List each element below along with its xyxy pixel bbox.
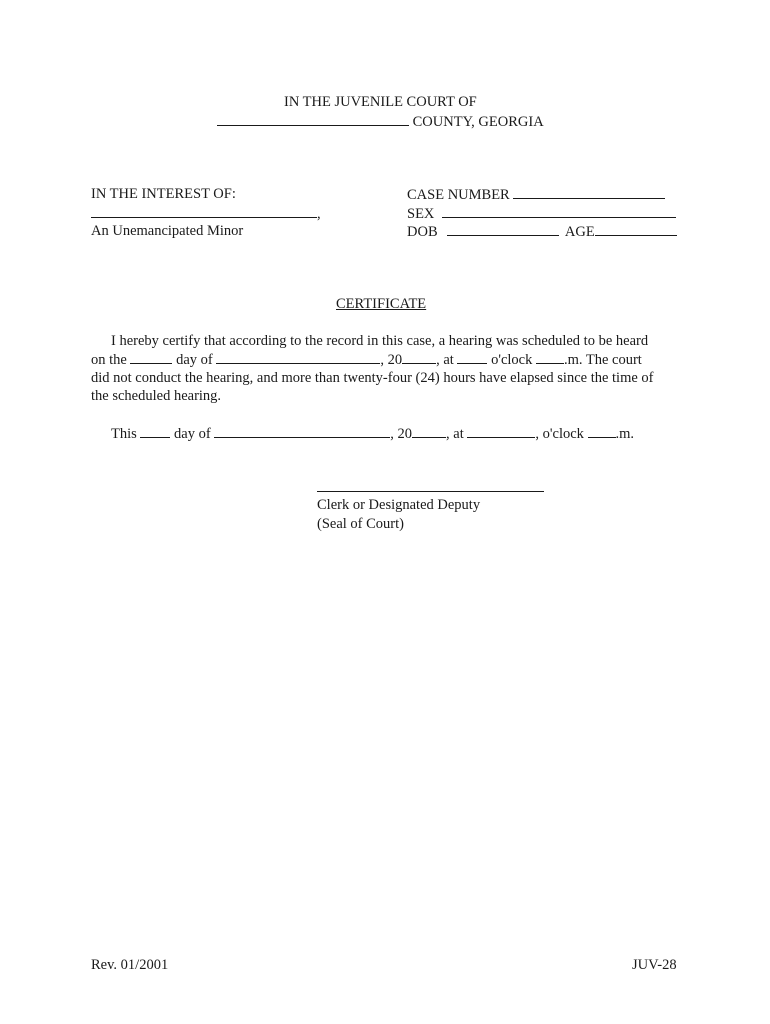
case-number-blank[interactable] (513, 186, 665, 199)
case-number-row (407, 186, 665, 204)
hearing-hour-blank[interactable] (457, 351, 487, 364)
county-blank[interactable] (217, 113, 409, 126)
revision-label: Rev. 01/2001 (91, 957, 169, 973)
year-prefix-text: , 20 (380, 352, 403, 368)
sign-year-blank[interactable] (412, 425, 446, 438)
form-id: JUV-28 (632, 957, 677, 973)
day-of-text: day of (176, 352, 213, 368)
signature-line[interactable] (317, 491, 544, 492)
court-heading: IN THE JUVENILE COURT OF (284, 94, 477, 110)
on-the-text: on the (91, 352, 127, 368)
seal-of-court: (Seal of Court) (317, 516, 404, 532)
minor-name-comma: , (317, 206, 321, 222)
body-line-1: I hereby certify that according to the record in this case, a hearing was scheduled to be heard (111, 333, 649, 349)
sign-day-of-text: day of (174, 426, 211, 442)
sign-oclock-text: , o'clock (535, 426, 584, 442)
sign-month-blank[interactable] (214, 425, 390, 438)
m-court-text: .m. The court (563, 352, 642, 368)
body-line-2 (91, 351, 642, 369)
age-label: AGE (564, 224, 595, 240)
date-line (111, 425, 634, 443)
this-text: This (111, 426, 137, 442)
sex-blank[interactable] (442, 205, 676, 218)
dob-label: DOB (407, 224, 438, 240)
minor-name-line (91, 205, 321, 223)
sex-row (407, 205, 676, 223)
case-number-label: CASE NUMBER (407, 187, 510, 203)
body-line-3: did not conduct the hearing, and more than twenty-four (24) hours have elapsed since the time of (91, 370, 654, 386)
clerk-title: Clerk or Designated Deputy (317, 497, 481, 513)
at-text: , at (436, 352, 454, 368)
sign-day-blank[interactable] (140, 425, 170, 438)
body-line-4: the scheduled hearing. (91, 388, 222, 404)
certificate-title: CERTIFICATE (336, 296, 427, 312)
sign-time-blank[interactable] (467, 425, 535, 438)
age-blank[interactable] (595, 223, 677, 236)
county-line (217, 113, 544, 131)
hearing-month-blank[interactable] (216, 351, 380, 364)
dob-blank[interactable] (447, 223, 559, 236)
sign-m-text: .m. (615, 426, 635, 442)
sex-label: SEX (407, 206, 435, 222)
minor-label: An Unemancipated Minor (91, 223, 244, 239)
minor-name-blank[interactable] (91, 205, 317, 218)
hearing-day-blank[interactable] (130, 351, 172, 364)
hearing-ampm-blank[interactable] (536, 351, 564, 364)
interest-label: IN THE INTEREST OF: (91, 186, 236, 202)
county-label: COUNTY, GEORGIA (412, 114, 544, 130)
dob-row (407, 223, 677, 241)
sign-at-text: , at (446, 426, 464, 442)
hearing-year-blank[interactable] (402, 351, 436, 364)
sign-ampm-blank[interactable] (588, 425, 616, 438)
sign-year-prefix-text: , 20 (390, 426, 413, 442)
oclock-text: o'clock (491, 352, 533, 368)
